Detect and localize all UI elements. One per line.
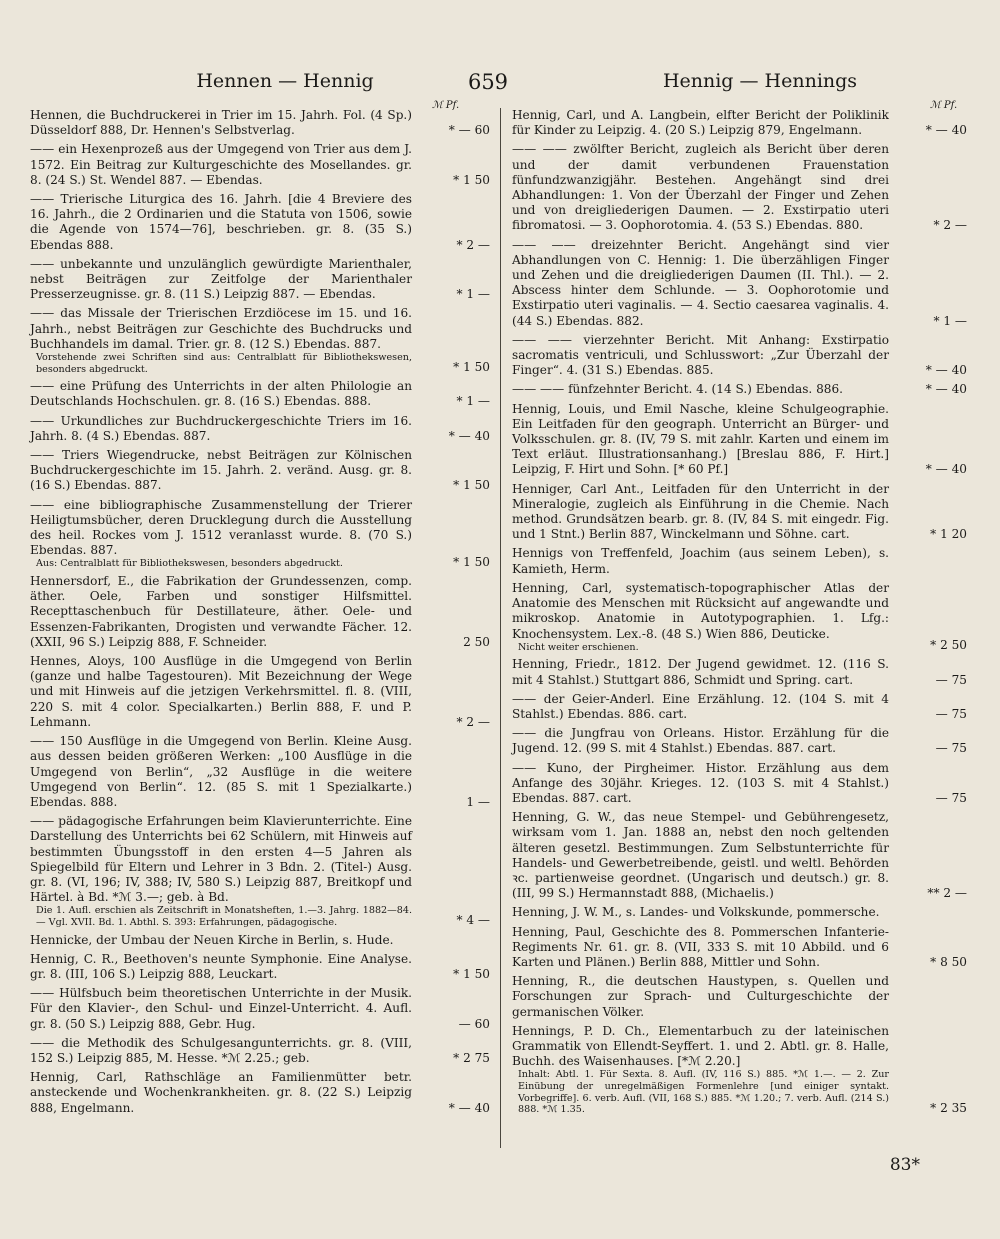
entry-text: Henning, Carl, systematisch-topographischer Atlas der Anatomie des Menschen mit Rücksicht auf angewandte und mikroskop. Anatomie in Autotypographien. 1. Lfg.: Knochensystem. Lex.-8. (48 S.) Wien 886, Deuticke. — [512, 580, 889, 641]
entry-price: * 1 — — [456, 394, 490, 409]
catalog-entry — [30, 414, 490, 444]
entry-price: — 75 — [935, 741, 967, 756]
entry-text: Hennicke, der Umbau der Neuen Kirche in Berlin, s. Hude. — [30, 932, 394, 947]
catalog-entry — [512, 925, 967, 971]
catalog-entry — [512, 1024, 967, 1116]
entry-price: * — 40 — [925, 382, 967, 397]
right-column — [512, 108, 967, 1120]
catalog-entry — [30, 448, 490, 494]
catalog-entry — [30, 108, 490, 138]
entry-text: Hennigs von Treffenfeld, Joachim (aus seinem Leben), s. Kamieth, Herm. — [512, 546, 889, 576]
entry-text: Henniger, Carl Ant., Leitfaden für den Unterricht in der Mineralogie, zugleich als Einführung in die Chemie. Nach method. Grundsätzen bearb. gr. 8. (IV, 84 S. mit eingedr. Fig. und 1 Stnt.) Berlin 887, Winckelmann und Söhne. cart. — [512, 481, 889, 542]
catalog-entry — [512, 238, 967, 329]
entry-text: —— Hülfsbuch beim theoretischen Unterrichte in der Musik. Für den Klavier-, den Schul- und Einzel-Unterricht. 4. Aufl. gr. 8. (50 S.) Leipzig 888, Gebr. Hug. — [30, 986, 412, 1031]
entry-text: Hennig, Louis, und Emil Nasche, kleine Schulgeographie. Ein Leitfaden für den geograph. Unterricht an Bürger- und Volksschulen. gr. 8. (IV, 79 S. mit zahlr. Karten und einem im Text erläut. Illustrationsanhang.) [Breslau 886, F. Hirt.] Leipzig, F. Hirt und Sohn. [* 60 Pf.] — [512, 401, 889, 477]
entry-price: * 1 — — [933, 313, 967, 328]
catalog-entry — [512, 810, 967, 901]
entry-price: * 2 — — [456, 237, 490, 252]
catalog-entry — [30, 933, 490, 948]
entry-price: * 2 — — [456, 714, 490, 729]
entry-note: Nicht weiter erschienen. — [518, 641, 639, 653]
entry-price: * 2 35 — [930, 1100, 967, 1115]
entry-text: Hennes, Aloys, 100 Ausflüge in die Umgegend von Berlin (ganze und halbe Tagestouren). Mit Bezeichnung der Wege und mit Hinweis auf die jetzigen Verkehrsmittel. fl. 8. (VIII, 220 S. mit 4 color. Specialkarten.) Berlin 888, F. und P. Lehmann. — [30, 654, 412, 729]
entry-price: * 1 20 — [930, 527, 967, 542]
entry-text: —— ein Hexenprozeß aus der Umgegend von Trier aus dem J. 1572. Ein Beitrag zur Kulturgeschichte des Mosellandes. gr. 8. (24 S.) St. Wendel 887. — Ebendas. — [30, 142, 412, 187]
running-head-left: Hennen — Hennig — [196, 70, 374, 92]
running-head-right: Hennig — Hennings — [662, 70, 858, 92]
catalog-entry — [30, 986, 490, 1032]
catalog-entry — [512, 402, 967, 478]
entry-note: Inhalt: Abtl. 1. Für Sexta. 8. Aufl. (IV, 116 S.) 885. *ℳ 1.—. — 2. Zur Einübung der unregelmäßigen Formenlehre [und einiger syntakt. Vorbegriffe]. 6. verb. Aufl. (VII, 168 S.) 885. *ℳ 1.20.; 7. verb. Aufl. (214 S.) 888. *ℳ 1.35. — [518, 1069, 889, 1116]
catalog-entry — [512, 142, 967, 233]
entry-text: —— Kuno, der Pirgheimer. Histor. Erzählung aus dem Anfange des 30jähr. Krieges. 12. (103 S. mit 4 Stahlst.) Ebendas. 887. cart. — [512, 760, 889, 805]
catalog-entry — [512, 382, 967, 397]
entry-price: * 1 50 — [453, 360, 490, 375]
entry-price: * 1 50 — [453, 554, 490, 569]
entry-text: Hennig, C. R., Beethoven's neunte Symphonie. Eine Analyse. gr. 8. (III, 106 S.) Leipzig 888, Leuckart. — [30, 951, 412, 981]
price-unit-left: ℳ Pf. — [432, 100, 460, 111]
price-unit-right: ℳ Pf. — [930, 100, 958, 111]
entry-price: * 1 50 — [453, 172, 490, 187]
catalog-entry — [30, 1036, 490, 1066]
entry-price: * — 60 — [448, 123, 490, 138]
entry-price: * 2 75 — [453, 1050, 490, 1065]
entry-text: —— 150 Ausflüge in die Umgegend von Berlin. Kleine Ausg. aus dessen beiden größeren Werken: „100 Ausflüge in die Umgegend von Berlin“, „32 Ausflüge in die weitere Umgegend von Berlin“. 12. (85 S. mit 1 Spezialkarte.) Ebendas. 888. — [30, 734, 412, 809]
catalog-entry — [512, 761, 967, 807]
entry-price: * — 40 — [448, 1100, 490, 1115]
catalog-entry — [30, 654, 490, 730]
catalog-entry — [30, 306, 490, 375]
entry-text: Henning, Paul, Geschichte des 8. Pommerschen Infanterie-Regiments Nr. 61. gr. 8. (VII, 333 S. mit 10 Abbild. und 6 Karten und Plänen.) Berlin 888, Mittler und Sohn. — [512, 924, 889, 969]
entry-price: — 75 — [935, 672, 967, 687]
entry-text: —— —— fünfzehnter Bericht. 4. (14 S.) Ebendas. 886. — [512, 382, 844, 397]
entry-price: — 60 — [458, 1016, 490, 1031]
entry-text: Hennig, Carl, Rathschläge an Familienmütter betr. ansteckende und Wochenkrankheiten. gr. 8. (22 S.) Leipzig 888, Engelmann. — [30, 1070, 412, 1115]
entry-text: —— die Methodik des Schulgesangunterrichts. gr. 8. (VIII, 152 S.) Leipzig 885, M. Hesse. *ℳ 2.25.; geb. — [30, 1035, 412, 1065]
entry-price: * 1 50 — [453, 966, 490, 981]
entry-text: Hennersdorf, E., die Fabrikation der Grundessenzen, comp. äther. Oele, Farben und sonstiger Hilfsmittel. Recepttaschenbuch für Destillateure, äther. Oele- und Essenzen-Fabrikanten, Drogisten und verwandte Fächer. 12. (XXII, 96 S.) Leipzig 888, F. Schneider. — [30, 574, 412, 649]
entry-text: Hennig, Carl, und A. Langbein, elfter Bericht der Poliklinik für Kinder zu Leipzig. 4. (20 S.) Leipzig 879, Engelmann. — [512, 108, 889, 138]
entry-price: * 2 50 — [930, 638, 967, 653]
entry-text: —— pädagogische Erfahrungen beim Klavierunterrichte. Eine Darstellung des Unterrichts bei 62 Schülern, mit Hinweis auf bestimmten Übungsstoff in den ersten 4—5 Jahren als Spiegelbild für Eltern und Lehrer in 3 Bdn. 2. (Titel-) Ausg. gr. 8. (VI, 196; IV, 388; IV, 580 S.) Leipzig 887, Breitkopf und Härtel. à Bd. *ℳ 3.—; geb. à Bd. — [30, 814, 412, 905]
catalog-entry — [512, 108, 967, 138]
catalog-entry — [30, 257, 490, 303]
entry-note: Aus: Centralblatt für Bibliothekswesen, besonders abgedruckt. — [36, 558, 343, 570]
entry-price: — 75 — [935, 790, 967, 805]
entry-text: Henning, Friedr., 1812. Der Jugend gewidmet. 12. (116 S. mit 4 Stahlst.) Stuttgart 886, Schmidt und Spring. cart. — [512, 657, 889, 687]
catalog-entry — [30, 734, 490, 810]
entry-price: * 1 50 — [453, 478, 490, 493]
catalog-entry — [30, 1070, 490, 1116]
entry-text: —— Triers Wiegendrucke, nebst Beiträgen zur Kölnischen Buchdruckergeschichte im 15. Jahrh. 2. veränd. Ausg. gr. 8. (16 S.) Ebendas. 887. — [30, 448, 412, 493]
entry-text: Henning, R., die deutschen Haustypen, s. Quellen und Forschungen zur Sprach- und Culturgeschichte der germanischen Völker. — [512, 974, 889, 1019]
page-number: 659 — [467, 70, 509, 94]
entry-price: * 4 — — [456, 913, 490, 928]
entry-text: Hennen, die Buchdruckerei in Trier im 15. Jahrh. Fol. (4 Sp.) Düsseldorf 888, Dr. Hennen's Selbstverlag. — [30, 108, 412, 138]
entry-price: — 75 — [935, 706, 967, 721]
column-divider — [500, 108, 501, 1148]
catalog-entry — [512, 974, 967, 1020]
entry-price: * — 40 — [448, 428, 490, 443]
catalog-entry — [512, 333, 967, 379]
entry-price: * 1 — — [456, 287, 490, 302]
entry-text: —— eine Prüfung des Unterrichts in der alten Philologie an Deutschlands Hochschulen. gr. 8. (16 S.) Ebendas. 888. — [30, 379, 412, 409]
entry-note: Vorstehende zwei Schriften sind aus: Centralblatt für Bibliothekswesen, besonders abgedruckt. — [36, 352, 412, 375]
catalog-entry — [30, 142, 490, 188]
entry-text: —— —— dreizehnter Bericht. Angehängt sind vier Abhandlungen von C. Hennig: 1. Die überzähligen Finger und Zehen und die dreigliederigen Daumen (II. Thl.). — 2. Abscess hinter dem Schlunde. — 3. Oophorotomie und Exstirpatio uteri vaginalis. — 4. Sectio caesarea vaginalis. 4. (44 S.) Ebendas. 882. — [512, 237, 889, 328]
catalog-entry — [30, 952, 490, 982]
entry-text: —— das Missale der Trierischen Erzdiöcese im 15. und 16. Jahrh., nebst Beiträgen zur Geschichte des Buchdrucks und Buchhandels im damal. Trier. gr. 8. (12 S.) Ebendas. 887. — [30, 306, 412, 351]
entry-text: —— —— vierzehnter Bericht. Mit Anhang: Exstirpatio sacromatis ventriculi, und Schlusswort: „Zur Überzahl der Finger“. 4. (31 S.) Ebendas. 885. — [512, 332, 889, 378]
entry-text: —— der Geier-Anderl. Eine Erzählung. 12. (104 S. mit 4 Stahlst.) Ebendas. 886. cart. — [512, 691, 889, 721]
catalog-entry — [512, 692, 967, 722]
entry-price: * 8 50 — [930, 954, 967, 969]
entry-price: * — 40 — [925, 363, 967, 378]
catalog-entry — [512, 726, 967, 756]
catalog-entry — [512, 581, 967, 653]
entry-text: —— eine bibliographische Zusammenstellung der Trierer Heiligtumsbücher, deren Drucklegung durch die Ausstellung des heil. Rockes vom J. 1512 veranlasst wurde. 8. (70 S.) Ebendas. 887. — [30, 497, 412, 558]
entry-price: 2 50 — [463, 634, 490, 649]
entry-text: Hennings, P. D. Ch., Elementarbuch zu der lateinischen Grammatik von Ellendt-Seyffert. 1. und 2. Abtl. gr. 8. Halle, Buchh. des Waisenhauses. [*ℳ 2.20.] — [512, 1023, 889, 1069]
catalog-entry — [512, 546, 967, 576]
entry-text: Henning, G. W., das neue Stempel- und Gebührengesetz, wirksam vom 1. Jan. 1888 an, nebst den noch geltenden älteren gesetzl. Bestimmungen. Zum Selbstunterrichte für Handels- und Gewerbetreibende, geistl. und weltl. Behörden ꝛc. partienweise geordnet. (Ungarisch und deutsch.) gr. 8. (III, 99 S.) Hermannstadt 888, (Michaelis.) — [512, 810, 889, 901]
entry-text: —— Trierische Liturgica des 16. Jahrh. [die 4 Breviere des 16. Jahrh., die 2 Ordinarien und die Statuta von 1506, sowie die Agende von 1574—76], beschrieben. gr. 8. (35 S.) Ebendas 888. — [30, 192, 412, 252]
catalog-entry — [30, 192, 490, 253]
entry-text: Henning, J. W. M., s. Landes- und Volkskunde, pommersche. — [512, 905, 880, 920]
signature-mark: 83* — [889, 1155, 920, 1175]
catalog-entry — [30, 574, 490, 650]
entry-text: —— unbekannte und unzulänglich gewürdigte Marienthaler, nebst Beiträgen zur Zeitfolge der Marienthaler Presserzeugnisse. gr. 8. (11 S.) Leipzig 887. — Ebendas. — [30, 256, 412, 302]
entry-price: * — 40 — [925, 462, 967, 477]
entry-text: —— —— zwölfter Bericht, zugleich als Bericht über deren und der damit verbundenen Frauenstation fünfundzwanzigjähr. Bestehen. Angehängt sind drei Abhandlungen: 1. Von der Überzahl der Finger und Zehen und von dreigliederigen Daumen. — 2. Exstirpatio uteri fibromatosi. — 3. Oophorotomia. 4. (53 S.) Ebendas. 880. — [512, 142, 889, 233]
entry-price: * 2 — — [933, 218, 967, 233]
catalog-entry — [512, 482, 967, 543]
catalog-entry — [30, 498, 490, 570]
entry-text: —— die Jungfrau von Orleans. Histor. Erzählung für die Jugend. 12. (99 S. mit 4 Stahlst.) Ebendas. 887. cart. — [512, 726, 889, 756]
catalog-entry — [30, 379, 490, 409]
catalog-entry — [512, 657, 967, 687]
entry-note: Die 1. Aufl. erschien als Zeitschrift in Monatsheften, 1.—3. Jahrg. 1882—84. — Vgl. XVII. Bd. 1. Abthl. S. 393: Erfahrungen, pädagogische. — [36, 905, 412, 928]
entry-text: —— Urkundliches zur Buchdruckergeschichte Triers im 16. Jahrh. 8. (4 S.) Ebendas. 887. — [30, 413, 412, 443]
catalog-entry — [512, 905, 967, 920]
entry-price: 1 — — [466, 794, 490, 809]
entry-price: * — 40 — [925, 123, 967, 138]
catalog-entry — [30, 814, 490, 928]
left-column — [30, 108, 490, 1120]
entry-price: ** 2 — — [927, 886, 967, 901]
